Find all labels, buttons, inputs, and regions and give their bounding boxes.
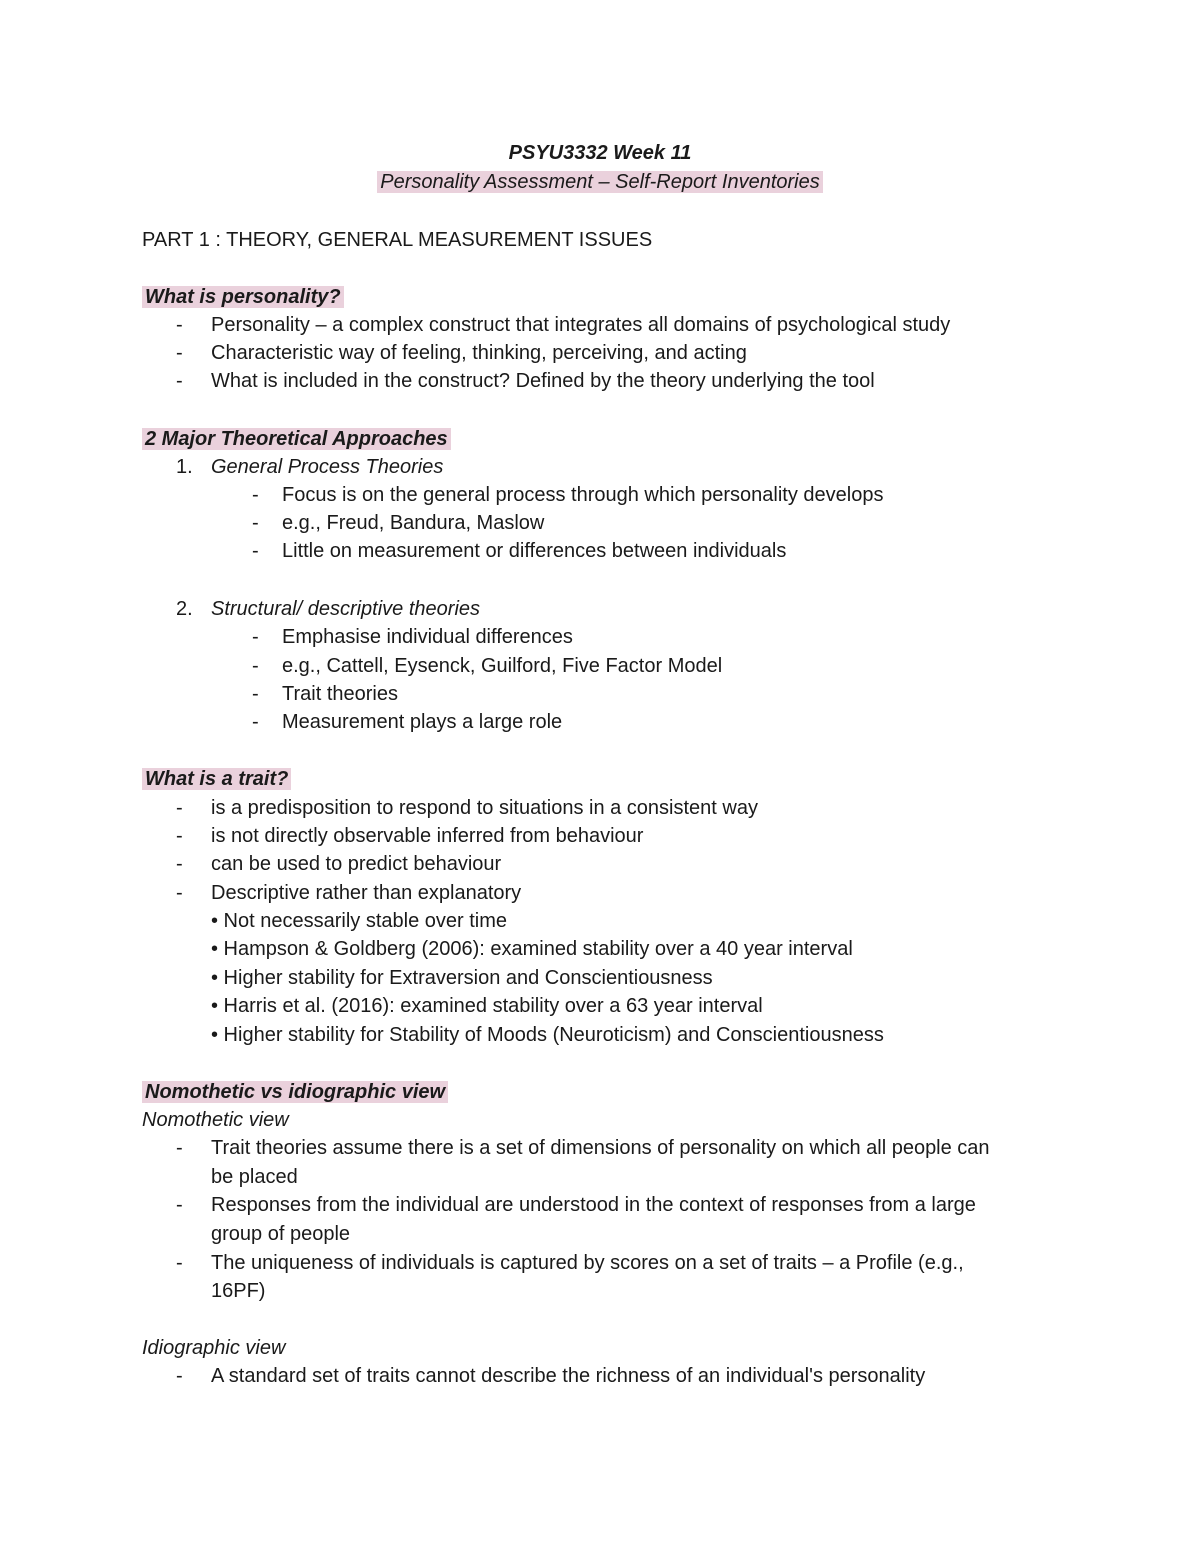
bullet-item: • Higher stability for Extraversion and Conscientiousness bbox=[211, 967, 713, 989]
part-heading: PART 1 : THEORY, GENERAL MEASUREMENT ISSUES bbox=[142, 229, 653, 251]
dash-marker: - bbox=[252, 626, 259, 648]
list-item: Emphasise individual differences bbox=[282, 626, 573, 648]
dash-marker: - bbox=[252, 484, 259, 506]
numbered-item-title: General Process Theories bbox=[211, 456, 444, 478]
list-item-continuation: be placed bbox=[211, 1166, 298, 1188]
list-number: 2. bbox=[176, 598, 193, 620]
subtitle-highlight: Personality Assessment – Self-Report Inventories bbox=[377, 171, 822, 193]
list-item-continuation: group of people bbox=[211, 1223, 351, 1245]
list-item: Trait theories assume there is a set of dimensions of personality on which all people can bbox=[211, 1137, 990, 1159]
list-item: Descriptive rather than explanatory bbox=[211, 882, 522, 904]
dash-marker: - bbox=[176, 825, 183, 847]
dash-marker: - bbox=[252, 655, 259, 677]
dash-marker: - bbox=[176, 1365, 183, 1387]
dash-marker: - bbox=[252, 711, 259, 733]
section-heading-text: What is a trait? bbox=[142, 768, 291, 790]
section-heading-nomothetic bbox=[142, 1078, 448, 1106]
list-item: e.g., Freud, Bandura, Maslow bbox=[282, 512, 545, 534]
dash-marker: - bbox=[176, 1137, 183, 1159]
section-heading-trait bbox=[142, 765, 291, 793]
list-item: Personality – a complex construct that integrates all domains of psychological study bbox=[211, 314, 951, 336]
dash-marker: - bbox=[176, 1252, 183, 1274]
section-heading-personality bbox=[142, 283, 344, 311]
bullet-item: • Not necessarily stable over time bbox=[211, 910, 508, 932]
bullet-item: • Hampson & Goldberg (2006): examined stability over a 40 year interval bbox=[211, 938, 853, 960]
subheading-idiographic: Idiographic view bbox=[142, 1337, 286, 1359]
list-item: Little on measurement or differences between individuals bbox=[282, 540, 787, 562]
list-item: Focus is on the general process through which personality develops bbox=[282, 484, 884, 506]
document-subtitle bbox=[0, 168, 1200, 196]
section-heading-text: Nomothetic vs idiographic view bbox=[142, 1081, 448, 1103]
bullet-item: • Higher stability for Stability of Moods (Neuroticism) and Conscientiousness bbox=[211, 1024, 884, 1046]
list-item: is not directly observable inferred from behaviour bbox=[211, 825, 644, 847]
document-title: PSYU3332 Week 11 bbox=[508, 142, 692, 164]
dash-marker: - bbox=[252, 683, 259, 705]
list-item: A standard set of traits cannot describe the richness of an individual's personality bbox=[211, 1365, 926, 1387]
dash-marker: - bbox=[176, 882, 183, 904]
dash-marker: - bbox=[176, 314, 183, 336]
list-item: is a predisposition to respond to situations in a consistent way bbox=[211, 797, 758, 819]
section-heading-approaches bbox=[142, 425, 451, 453]
list-item: What is included in the construct? Defined by the theory underlying the tool bbox=[211, 370, 875, 392]
subheading-nomothetic: Nomothetic view bbox=[142, 1109, 289, 1131]
dash-marker: - bbox=[252, 512, 259, 534]
list-item: can be used to predict behaviour bbox=[211, 853, 502, 875]
list-item: Measurement plays a large role bbox=[282, 711, 563, 733]
dash-marker: - bbox=[252, 540, 259, 562]
list-item: Characteristic way of feeling, thinking, perceiving, and acting bbox=[211, 342, 747, 364]
dash-marker: - bbox=[176, 797, 183, 819]
section-heading-text: 2 Major Theoretical Approaches bbox=[142, 428, 451, 450]
dash-marker: - bbox=[176, 853, 183, 875]
list-item-continuation: 16PF) bbox=[211, 1280, 266, 1302]
dash-marker: - bbox=[176, 370, 183, 392]
numbered-item-title: Structural/ descriptive theories bbox=[211, 598, 481, 620]
section-heading-text: What is personality? bbox=[142, 286, 344, 308]
list-number: 1. bbox=[176, 456, 193, 478]
dash-marker: - bbox=[176, 342, 183, 364]
list-item: Responses from the individual are understood in the context of responses from a large bbox=[211, 1194, 976, 1216]
dash-marker: - bbox=[176, 1194, 183, 1216]
list-item: Trait theories bbox=[282, 683, 398, 705]
bullet-item: • Harris et al. (2016): examined stability over a 63 year interval bbox=[211, 995, 763, 1017]
list-item: The uniqueness of individuals is captured by scores on a set of traits – a Profile (e.g., bbox=[211, 1252, 964, 1274]
list-item: e.g., Cattell, Eysenck, Guilford, Five Factor Model bbox=[282, 655, 723, 677]
